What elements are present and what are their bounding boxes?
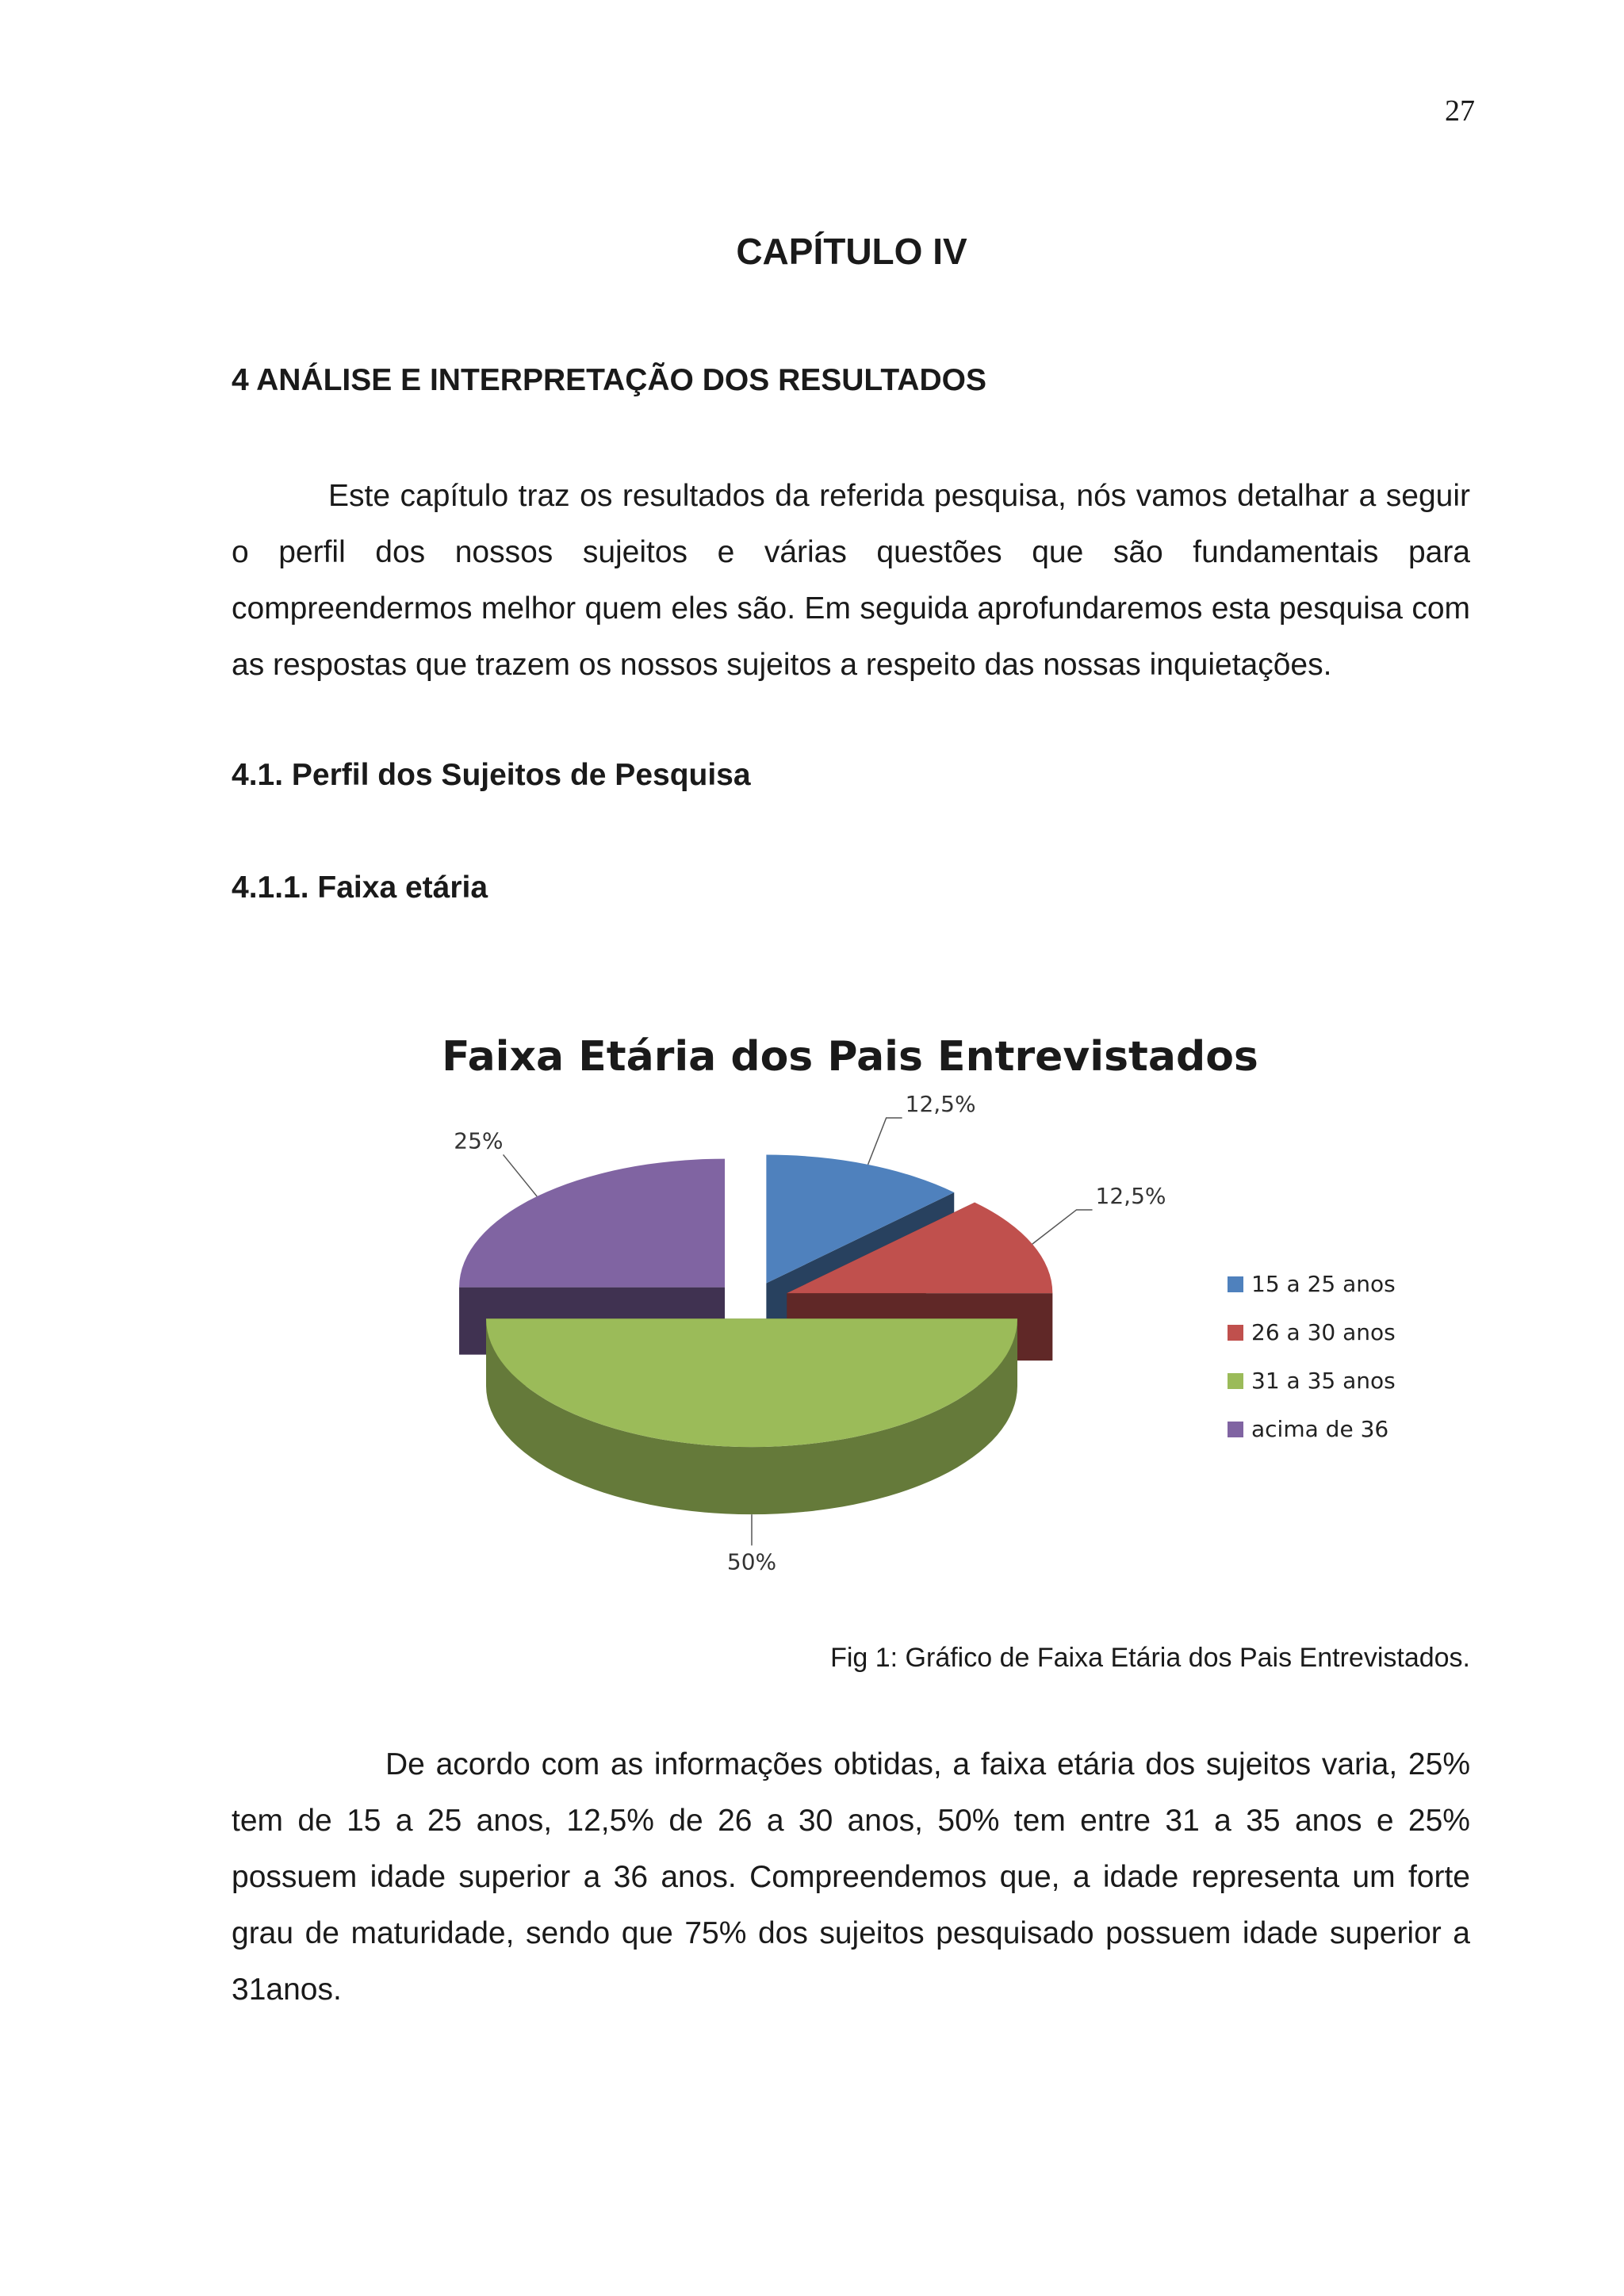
pie-slice-2 bbox=[787, 1203, 1052, 1361]
pie-data-labels bbox=[454, 1091, 1166, 1575]
legend-label-3: 31 a 35 anos bbox=[1251, 1368, 1396, 1394]
data-label-text-2: 12,5% bbox=[1095, 1182, 1166, 1209]
data-label-3 bbox=[727, 1514, 776, 1575]
legend-swatch-3 bbox=[1228, 1373, 1243, 1389]
data-label-text-3: 50% bbox=[726, 1548, 777, 1575]
chart-legend bbox=[1228, 1271, 1396, 1442]
figure-caption: Fig 1: Gráfico de Faixa Etária dos Pais Entrevistados. bbox=[830, 1643, 1470, 1673]
section-title: 4 ANÁLISE E INTERPRETAÇÃO DOS RESULTADOS bbox=[232, 363, 986, 397]
legend-swatch-1 bbox=[1228, 1276, 1243, 1292]
data-label-2 bbox=[1032, 1183, 1166, 1244]
pie-slice-1 bbox=[766, 1155, 954, 1351]
chart-title: Faixa Etária dos Pais Entrevistados bbox=[442, 1033, 1258, 1081]
legend-swatch-4 bbox=[1228, 1422, 1243, 1437]
subsubsection-title: 4.1.1. Faixa etária bbox=[232, 871, 488, 905]
pie-slice-3 bbox=[486, 1318, 1017, 1514]
data-label-1 bbox=[868, 1091, 976, 1165]
pie-slice-4 bbox=[459, 1159, 725, 1355]
subsection-title: 4.1. Perfil dos Sujeitos de Pesquisa bbox=[232, 758, 751, 792]
legend-label-2: 26 a 30 anos bbox=[1251, 1319, 1396, 1345]
data-label-text-1: 12,5% bbox=[905, 1090, 976, 1117]
data-label-4 bbox=[454, 1127, 537, 1196]
legend-item-3 bbox=[1228, 1368, 1396, 1394]
data-label-text-4: 25% bbox=[454, 1127, 504, 1154]
legend-label-1: 15 a 25 anos bbox=[1251, 1271, 1396, 1297]
intro-paragraph: Este capítulo traz os resultados da referida pesquisa, nós vamos detalhar a seguir o perfil dos nossos sujeitos e várias questões que são fundamentais para compreendermos melhor quem eles são. Em seguida aprofundaremos esta pesquisa com as respostas que trazem os nossos sujeitos a respeito das nossas inquietações. bbox=[232, 479, 1470, 682]
legend-item-2 bbox=[1228, 1319, 1396, 1345]
chapter-title: CAPÍTULO IV bbox=[736, 231, 967, 272]
analysis-paragraph: De acordo com as informações obtidas, a faixa etária dos sujeitos varia, 25% tem de 15 a 25 anos, 12,5% de 26 a 30 anos, 50% tem entre 31 a 35 anos e 25% possuem idade superior a 36 anos. Compreendemos que, a idade representa um forte grau de maturidade, sendo que 75% dos sujeitos pesquisado possuem idade superior a 31anos. bbox=[232, 1747, 1470, 2007]
legend-item-4 bbox=[1228, 1416, 1388, 1442]
legend-swatch-2 bbox=[1228, 1325, 1243, 1341]
legend-item-1 bbox=[1228, 1271, 1396, 1297]
pie-slices bbox=[459, 1155, 1052, 1515]
page-number: 27 bbox=[1445, 94, 1475, 128]
legend-label-4: acima de 36 bbox=[1251, 1416, 1389, 1442]
